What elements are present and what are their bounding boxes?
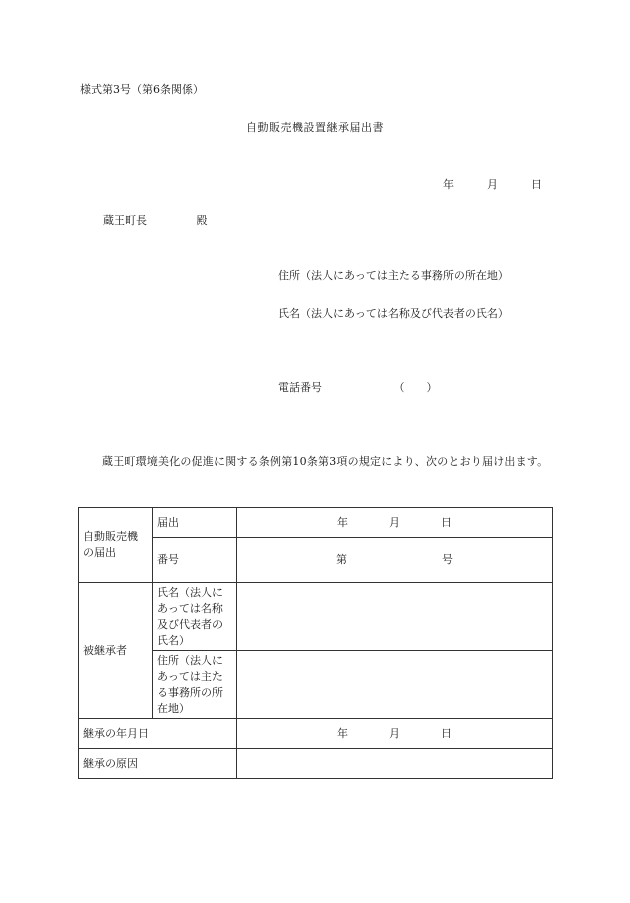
addressee-honorific: 殿	[196, 214, 208, 227]
succession-reason-field[interactable]	[237, 749, 553, 779]
phone-parens: （ ）	[393, 381, 438, 394]
succession-date-label: 継承の年月日	[79, 719, 237, 749]
vending-group-label: 自動販売機の届出	[79, 508, 153, 583]
table-row	[79, 749, 553, 779]
successor-address-label: 住所（法人にあっては主たる事務所の所在地）	[153, 651, 237, 719]
document-title: 自動販売機設置継承届出書	[246, 121, 384, 134]
date-day: 日	[531, 178, 542, 191]
date-year: 年	[443, 178, 454, 191]
notification-year: 年	[337, 515, 348, 529]
number-label: 番号	[153, 538, 237, 583]
successor-name-field[interactable]	[237, 583, 553, 651]
successor-label: 被継承者	[79, 583, 153, 719]
table-row	[79, 583, 553, 651]
number-prefix: 第	[336, 553, 347, 566]
applicant-phone	[278, 379, 438, 395]
succession-month: 月	[389, 726, 400, 740]
body-text: 蔵王町環境美化の促進に関する条例第10条第3項の規定により、次のとおり届け出ます。	[102, 455, 549, 468]
successor-address-field[interactable]	[237, 651, 553, 719]
number-value-cell[interactable]	[237, 538, 553, 583]
addressee-name: 蔵王町長	[103, 214, 147, 227]
notification-day: 日	[441, 515, 452, 529]
form-number: 様式第3号（第6条関係）	[80, 83, 204, 96]
applicant-address-label: 住所（法人にあっては主たる事務所の所在地）	[278, 269, 509, 282]
addressee	[103, 212, 208, 228]
phone-label: 電話番号	[278, 381, 322, 394]
succession-table	[78, 507, 553, 779]
succession-date-cell[interactable]	[237, 719, 553, 749]
notification-date-cell[interactable]	[237, 508, 553, 538]
succession-year: 年	[337, 726, 348, 740]
applicant-name-label: 氏名（法人にあっては名称及び代表者の氏名）	[278, 307, 509, 320]
table-row	[79, 719, 553, 749]
date-month: 月	[487, 178, 498, 191]
notification-month: 月	[389, 515, 400, 529]
notification-label: 届出	[153, 508, 237, 538]
succession-reason-label: 継承の原因	[79, 749, 237, 779]
table-row	[79, 508, 553, 538]
number-suffix: 号	[442, 553, 453, 566]
succession-day: 日	[441, 726, 452, 740]
submission-date	[443, 176, 542, 192]
successor-name-label: 氏名（法人にあっては名称及び代表者の氏名）	[153, 583, 237, 651]
